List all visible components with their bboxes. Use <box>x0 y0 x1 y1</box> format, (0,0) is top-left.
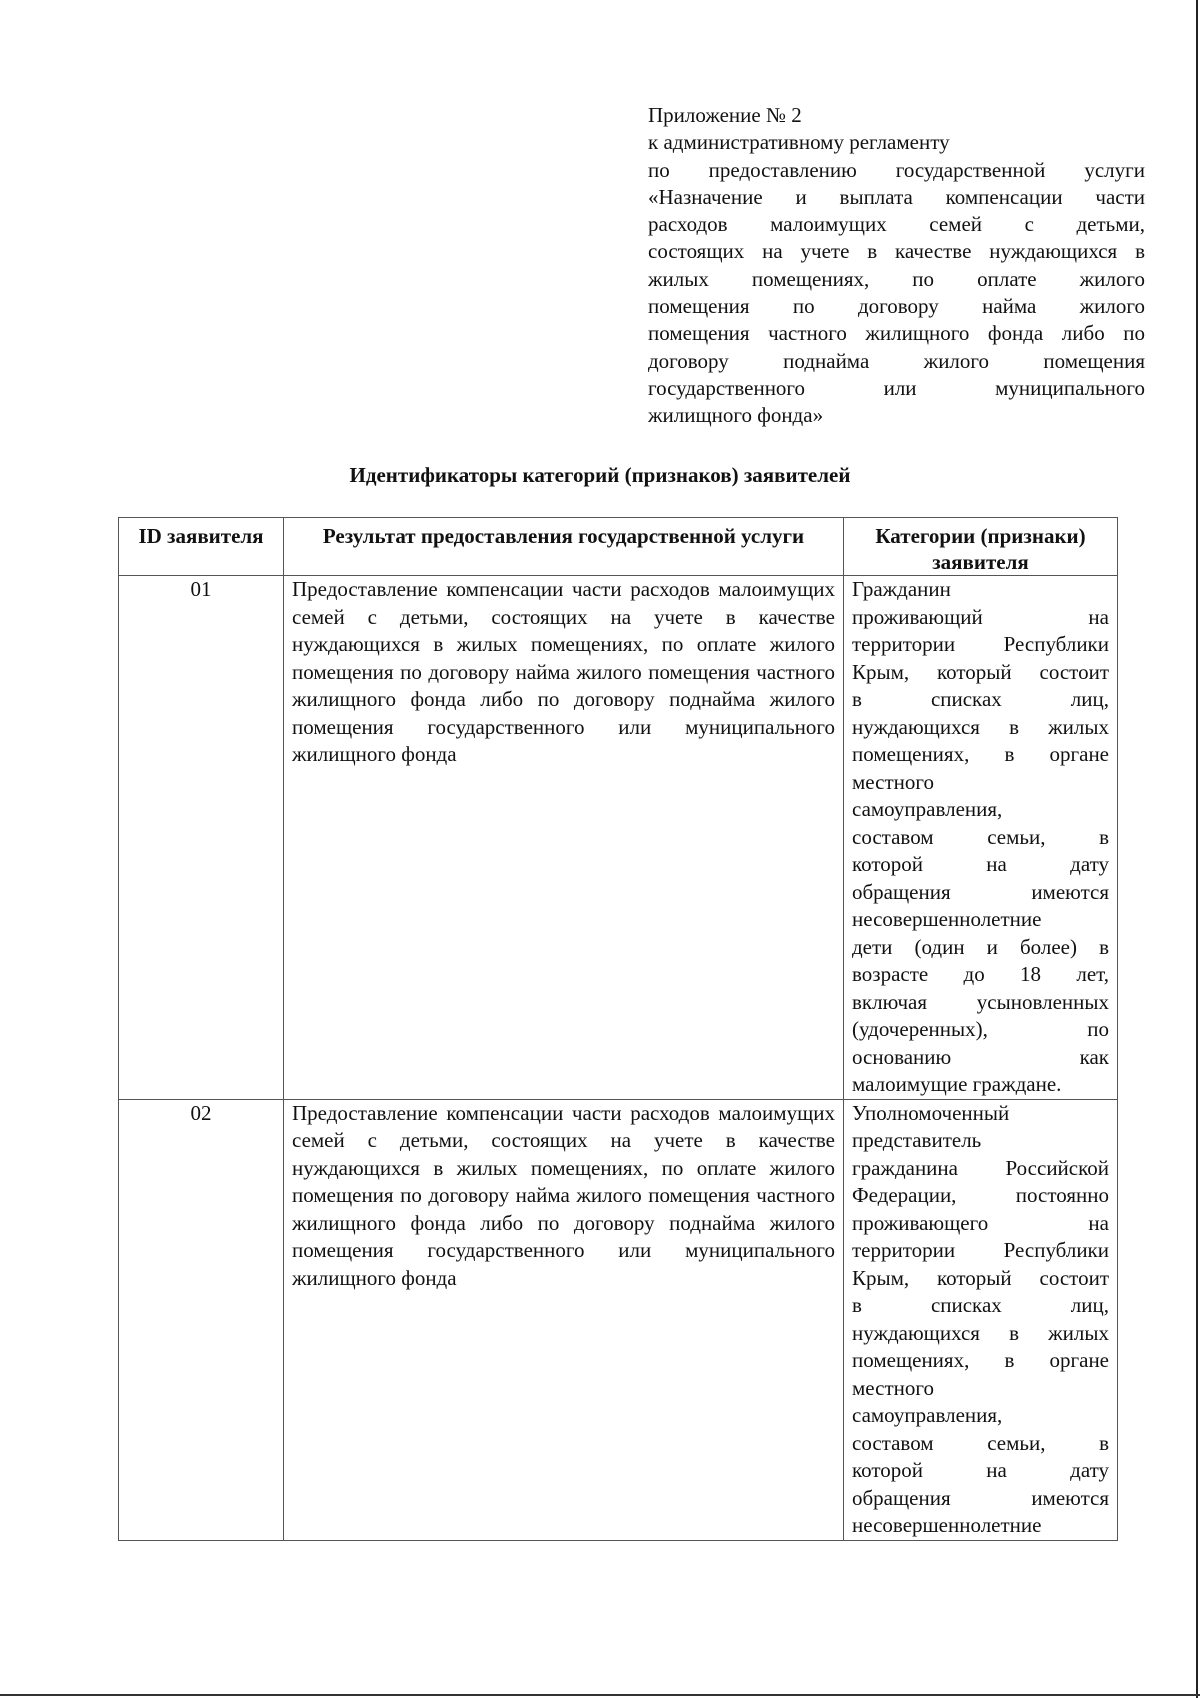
category-line: обращения имеются <box>852 1485 1109 1510</box>
header-result: Результат предоставления государственной услуги <box>284 518 844 576</box>
service-line: договору поднайма жилого помещения <box>648 348 1145 373</box>
cell-result: Предоставление компенсации части расходов малоимущих семей с детьми, состоящих на учете в качестве нуждающихся в жилых помещениях, по оплате жилого помещения по договору найма жилого помещения частного жилищного фонда либо по договору поднайма жилого помещения государственного или муниципального жилищного фонда <box>284 1099 844 1540</box>
scan-edge-bottom <box>0 1694 1200 1696</box>
category-line: несовершеннолетние <box>852 907 1042 931</box>
category-line: проживающий на <box>852 604 1109 629</box>
category-line: самоуправления, <box>852 1403 1003 1427</box>
category-line: проживающего на <box>852 1210 1109 1235</box>
table-header-row <box>119 518 1118 576</box>
category-line: местного <box>852 1375 934 1400</box>
category-line: дети (один и более) в <box>852 934 1109 959</box>
category-line: которой на дату <box>852 1458 1109 1482</box>
applicant-categories-table <box>118 517 1118 1541</box>
service-line: помещения частного жилищного фонда либо по <box>648 321 1145 346</box>
cell-id: 02 <box>119 1099 284 1540</box>
category-line: самоуправления, <box>852 797 1003 821</box>
category-line: составом семьи, в <box>852 824 1109 849</box>
category-line: местного <box>852 769 934 794</box>
category-line: гражданина Российской <box>852 1155 1109 1180</box>
service-line: жилых помещениях, по оплате жилого <box>648 266 1145 291</box>
category-line: помещениях, в органе <box>852 742 1109 766</box>
category-line: в списках лиц, <box>852 1293 1109 1317</box>
category-line: Федерации, постоянно <box>852 1183 1109 1207</box>
table-row <box>119 576 1118 1100</box>
service-line: государственного или муниципального <box>648 375 1145 400</box>
appendix-header <box>648 102 1145 430</box>
category-line: нуждающихся в жилых <box>852 1320 1109 1345</box>
service-line: жилищного фонда» <box>648 403 824 428</box>
category-line: основанию как <box>852 1044 1109 1069</box>
category-line: Гражданин <box>852 577 951 601</box>
appendix-service-name <box>648 157 1145 430</box>
scan-edge-right <box>1196 0 1198 1698</box>
category-line: представитель <box>852 1128 982 1152</box>
category-line: (удочеренных), по <box>852 1017 1109 1041</box>
category-line: возрасте до 18 лет, <box>852 962 1109 986</box>
document-title: Идентификаторы категорий (признаков) заявителей <box>349 463 851 487</box>
category-line: несовершеннолетние <box>852 1513 1042 1537</box>
header-category: Категории (признаки) заявителя <box>844 518 1118 576</box>
category-line: обращения имеются <box>852 879 1109 904</box>
cell-id: 01 <box>119 576 284 1100</box>
appendix-number: Приложение № 2 <box>648 103 802 127</box>
category-line: которой на дату <box>852 852 1109 876</box>
header-id: ID заявителя <box>119 518 284 576</box>
category-line: составом семьи, в <box>852 1430 1109 1455</box>
category-line: территории Республики <box>852 632 1109 656</box>
appendix-regulation-ref: к административному регламенту <box>648 130 950 155</box>
service-line: по предоставлению государственной услуги <box>648 157 1145 182</box>
category-line: малоимущие граждане. <box>852 1072 1062 1096</box>
service-line: «Назначение и выплата компенсации части <box>648 184 1145 209</box>
category-line: Крым, который состоит <box>852 1265 1109 1290</box>
service-line: расходов малоимущих семей с детьми, <box>648 212 1145 237</box>
category-line: Крым, который состоит <box>852 659 1109 684</box>
category-line: нуждающихся в жилых <box>852 714 1109 739</box>
category-line: Уполномоченный <box>852 1100 1010 1125</box>
category-line: включая усыновленных <box>852 989 1109 1014</box>
cell-category <box>844 1099 1118 1540</box>
category-line: территории Республики <box>852 1238 1109 1262</box>
cell-result: Предоставление компенсации части расходов малоимущих семей с детьми, состоящих на учете в качестве нуждающихся в жилых помещениях, по оплате жилого помещения по договору найма жилого помещения частного жилищного фонда либо по договору поднайма жилого помещения государственного или муниципального жилищного фонда <box>284 576 844 1100</box>
category-line: в списках лиц, <box>852 687 1109 711</box>
service-line: помещения по договору найма жилого <box>648 294 1145 319</box>
category-line: помещениях, в органе <box>852 1348 1109 1372</box>
cell-category <box>844 576 1118 1100</box>
service-line: состоящих на учете в качестве нуждающихся в <box>648 239 1145 264</box>
table-row <box>119 1099 1118 1540</box>
